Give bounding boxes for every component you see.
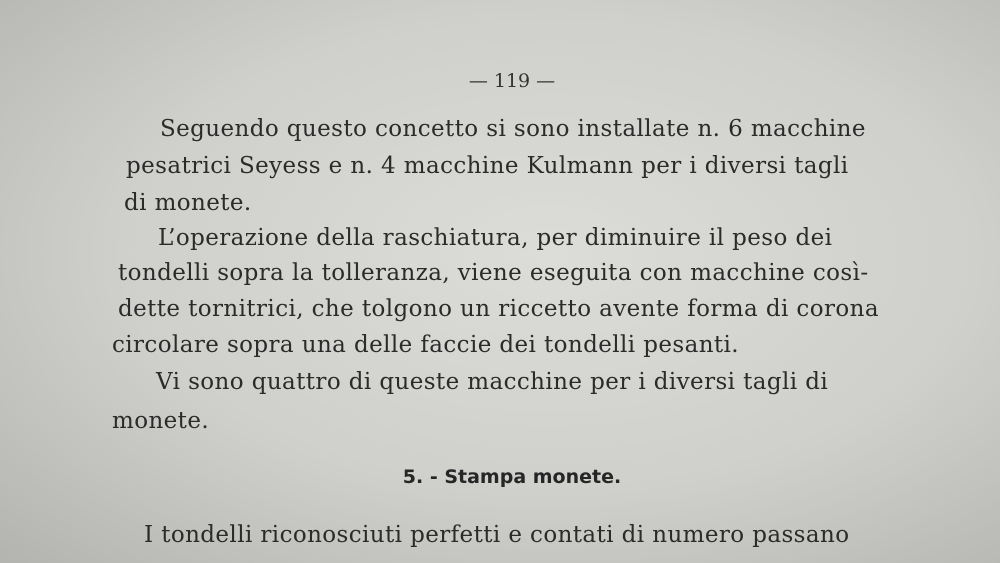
text-line: monete.	[112, 408, 210, 434]
text-line: di monete.	[124, 190, 252, 216]
text-line: Seguendo questo concetto si sono installate n. 6 macchine	[160, 116, 866, 142]
text-line: Vi sono quattro di queste macchine per i diversi tagli di	[156, 369, 829, 395]
page-number: — 119 —	[468, 70, 556, 92]
text-line: pesatrici Seyess e n. 4 macchine Kulmann per i diversi tagli	[126, 153, 849, 179]
text-line: dette tornitrici, che tolgono un riccetto avente forma di corona	[118, 296, 879, 322]
text-line: L’operazione della raschiatura, per diminuire il peso dei	[158, 225, 833, 251]
text-line: I tondelli riconosciuti perfetti e contati di numero passano	[144, 522, 850, 548]
section-heading: 5. - Stampa monete.	[402, 466, 622, 488]
text-line: tondelli sopra la tolleranza, viene eseguita con macchine così-	[118, 260, 869, 286]
text-line: circolare sopra una delle faccie dei tondelli pesanti.	[112, 332, 740, 358]
